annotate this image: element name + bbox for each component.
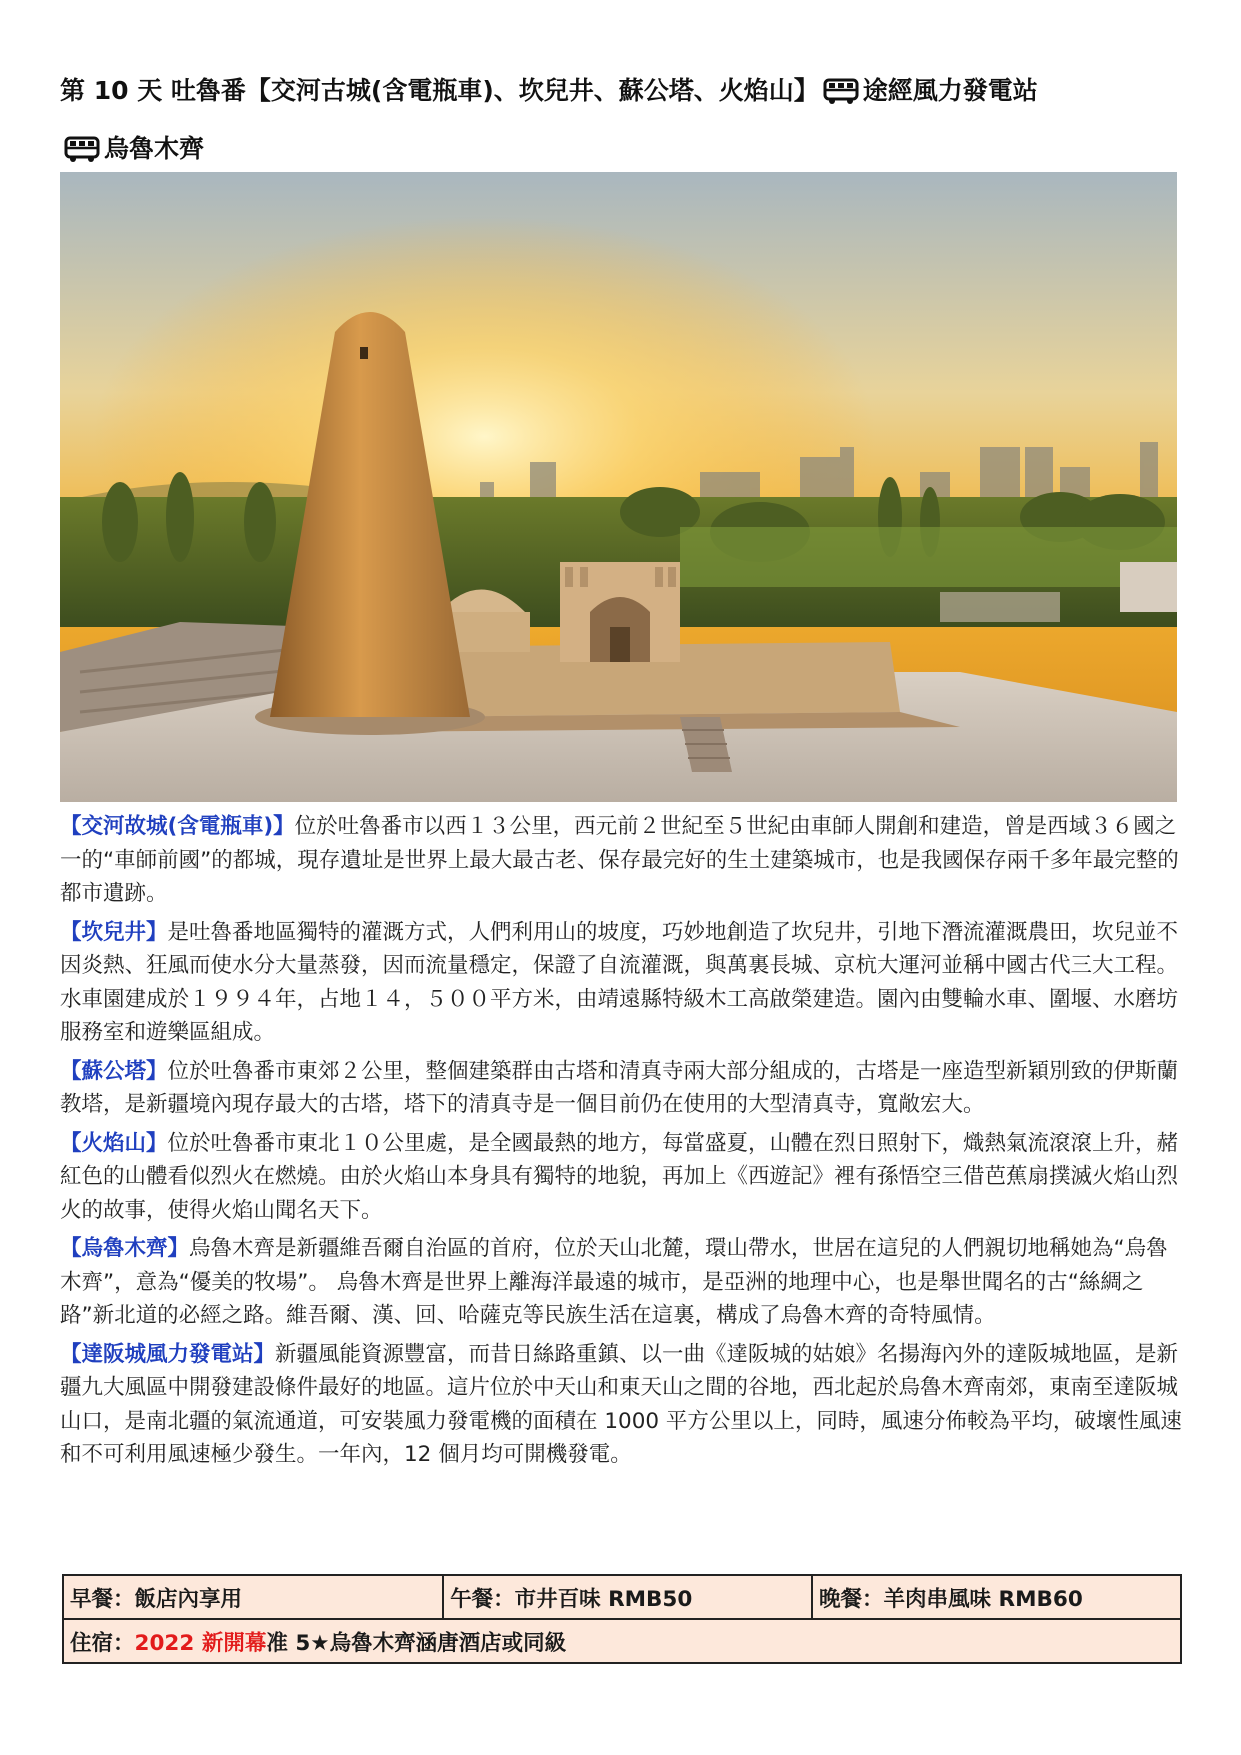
day-title-line2: 烏魯木齊 (104, 134, 205, 163)
hotel-row (63, 1619, 1181, 1663)
itinerary-content (60, 810, 1182, 1472)
section-heading: 【達阪城風力發電站】 (60, 1341, 276, 1367)
meals-table (62, 1574, 1182, 1664)
section-heading: 【烏魯木齊】 (60, 1236, 190, 1261)
section-text: 烏魯木齊是新疆維吾爾自治區的首府，位於天山北麓，環山帶水，世居在這兒的人們親切地稱她為“烏魯木齊”，意為“優美的牧場”。 烏魯木齊是世界上離海洋最遠的城市，是亞洲的地理中心，也是舉世聞名的古“絲綢之路”新北道的必經之路。維吾爾、漢、回、哈薩克等民族生活在這裏，構成了烏魯木齊的奇特風情。 (60, 1236, 1168, 1328)
day-title-tail: 途經風力發電站 (862, 76, 1038, 105)
section-heading: 【坎兒井】 (60, 919, 168, 945)
hotel-name: 准 5★烏魯木齊涵唐酒店或同級 (266, 1630, 567, 1656)
section-urumqi (60, 1232, 1182, 1333)
section-text: 位於吐魯番市東郊２公里，整個建築群由古塔和清真寺兩大部分組成的，古塔是一座造型新穎別致的伊斯蘭教塔，是新疆境內現存最大的古塔，塔下的清真寺是一個目前仍在使用的大型清真寺，寬敞宏大。 (60, 1058, 1179, 1117)
meals-row (63, 1575, 1181, 1619)
section-heading: 【火焰山】 (60, 1130, 168, 1156)
section-karez (60, 916, 1182, 1050)
hotel-new-badge: 2022 新開幕 (134, 1630, 267, 1656)
section-flaming-mountains (60, 1127, 1182, 1228)
section-heading: 【交河故城(含電瓶車)】 (60, 814, 295, 839)
section-jiaohe (60, 810, 1182, 911)
bus-icon-2 (64, 135, 100, 163)
lunch-cell: 午餐：市井百味 RMB50 (443, 1575, 812, 1619)
section-text: 是吐魯番地區獨特的灌溉方式，人們利用山的坡度，巧妙地創造了坎兒井，引地下潛流灌溉農田，坎兒並不因炎熱、狂風而使水分大量蒸發，因而流量穩定，保證了自流灌溉，與萬裏長城、京杭大運河並稱中國古代三大工程。水車園建成於１９９４年，占地１４，５００平方米，由靖遠縣特級木工高啟榮建造。園內由雙輪水車、圍堰、水磨坊服務室和遊樂區組成。 (60, 919, 1179, 1045)
dinner-cell: 晚餐：羊肉串風味 RMB60 (812, 1575, 1181, 1619)
hotel-prefix: 住宿： (70, 1630, 135, 1656)
section-dabancheng-wind (60, 1338, 1182, 1472)
day-title-line1: 第 10 天 吐魯番【交河古城(含電瓶車)、坎兒井、蘇公塔、火焰山】 (60, 76, 819, 105)
emin-minaret-photo (60, 172, 1177, 802)
breakfast-cell: 早餐：飯店內享用 (63, 1575, 443, 1619)
section-text: 位於吐魯番市東北１０公里處，是全國最熱的地方，每當盛夏，山體在烈日照射下，熾熱氣流滾滾上升，赭紅色的山體看似烈火在燃燒。由於火焰山本身具有獨特的地貌，再加上《西遊記》裡有孫悟空三借芭蕉扇撲滅火焰山烈火的故事，使得火焰山聞名天下。 (60, 1130, 1179, 1223)
section-emin-minaret (60, 1055, 1182, 1122)
section-text: 位於吐魯番市以西１３公里，西元前２世紀至５世紀由車師人開創和建造，曾是西域３６國之一的“車師前國”的都城，現存遺址是世界上最大最古老、保存最完好的生土建築城市，也是我國保存兩千多年最完整的都市遺跡。 (60, 814, 1179, 906)
section-text: 新疆風能資源豐富，而昔日絲路重鎮、以一曲《達阪城的姑娘》名揚海內外的達阪城地區，是新疆九大風區中開發建設條件最好的地區。這片位於中天山和東天山之間的谷地，西北起於烏魯木齊南郊，東南至達阪城山口，是南北疆的氣流通道，可安裝風力發電機的面積在 1000 平方公里以上，同時，風速分佈較為平均，破壞性風速和不可利用風速極少發生。一年內，12 個月均可開機發電。 (60, 1341, 1182, 1467)
day-title (60, 62, 1190, 178)
section-heading: 【蘇公塔】 (60, 1058, 168, 1084)
hotel-cell (63, 1619, 1181, 1663)
bus-icon (823, 77, 859, 105)
